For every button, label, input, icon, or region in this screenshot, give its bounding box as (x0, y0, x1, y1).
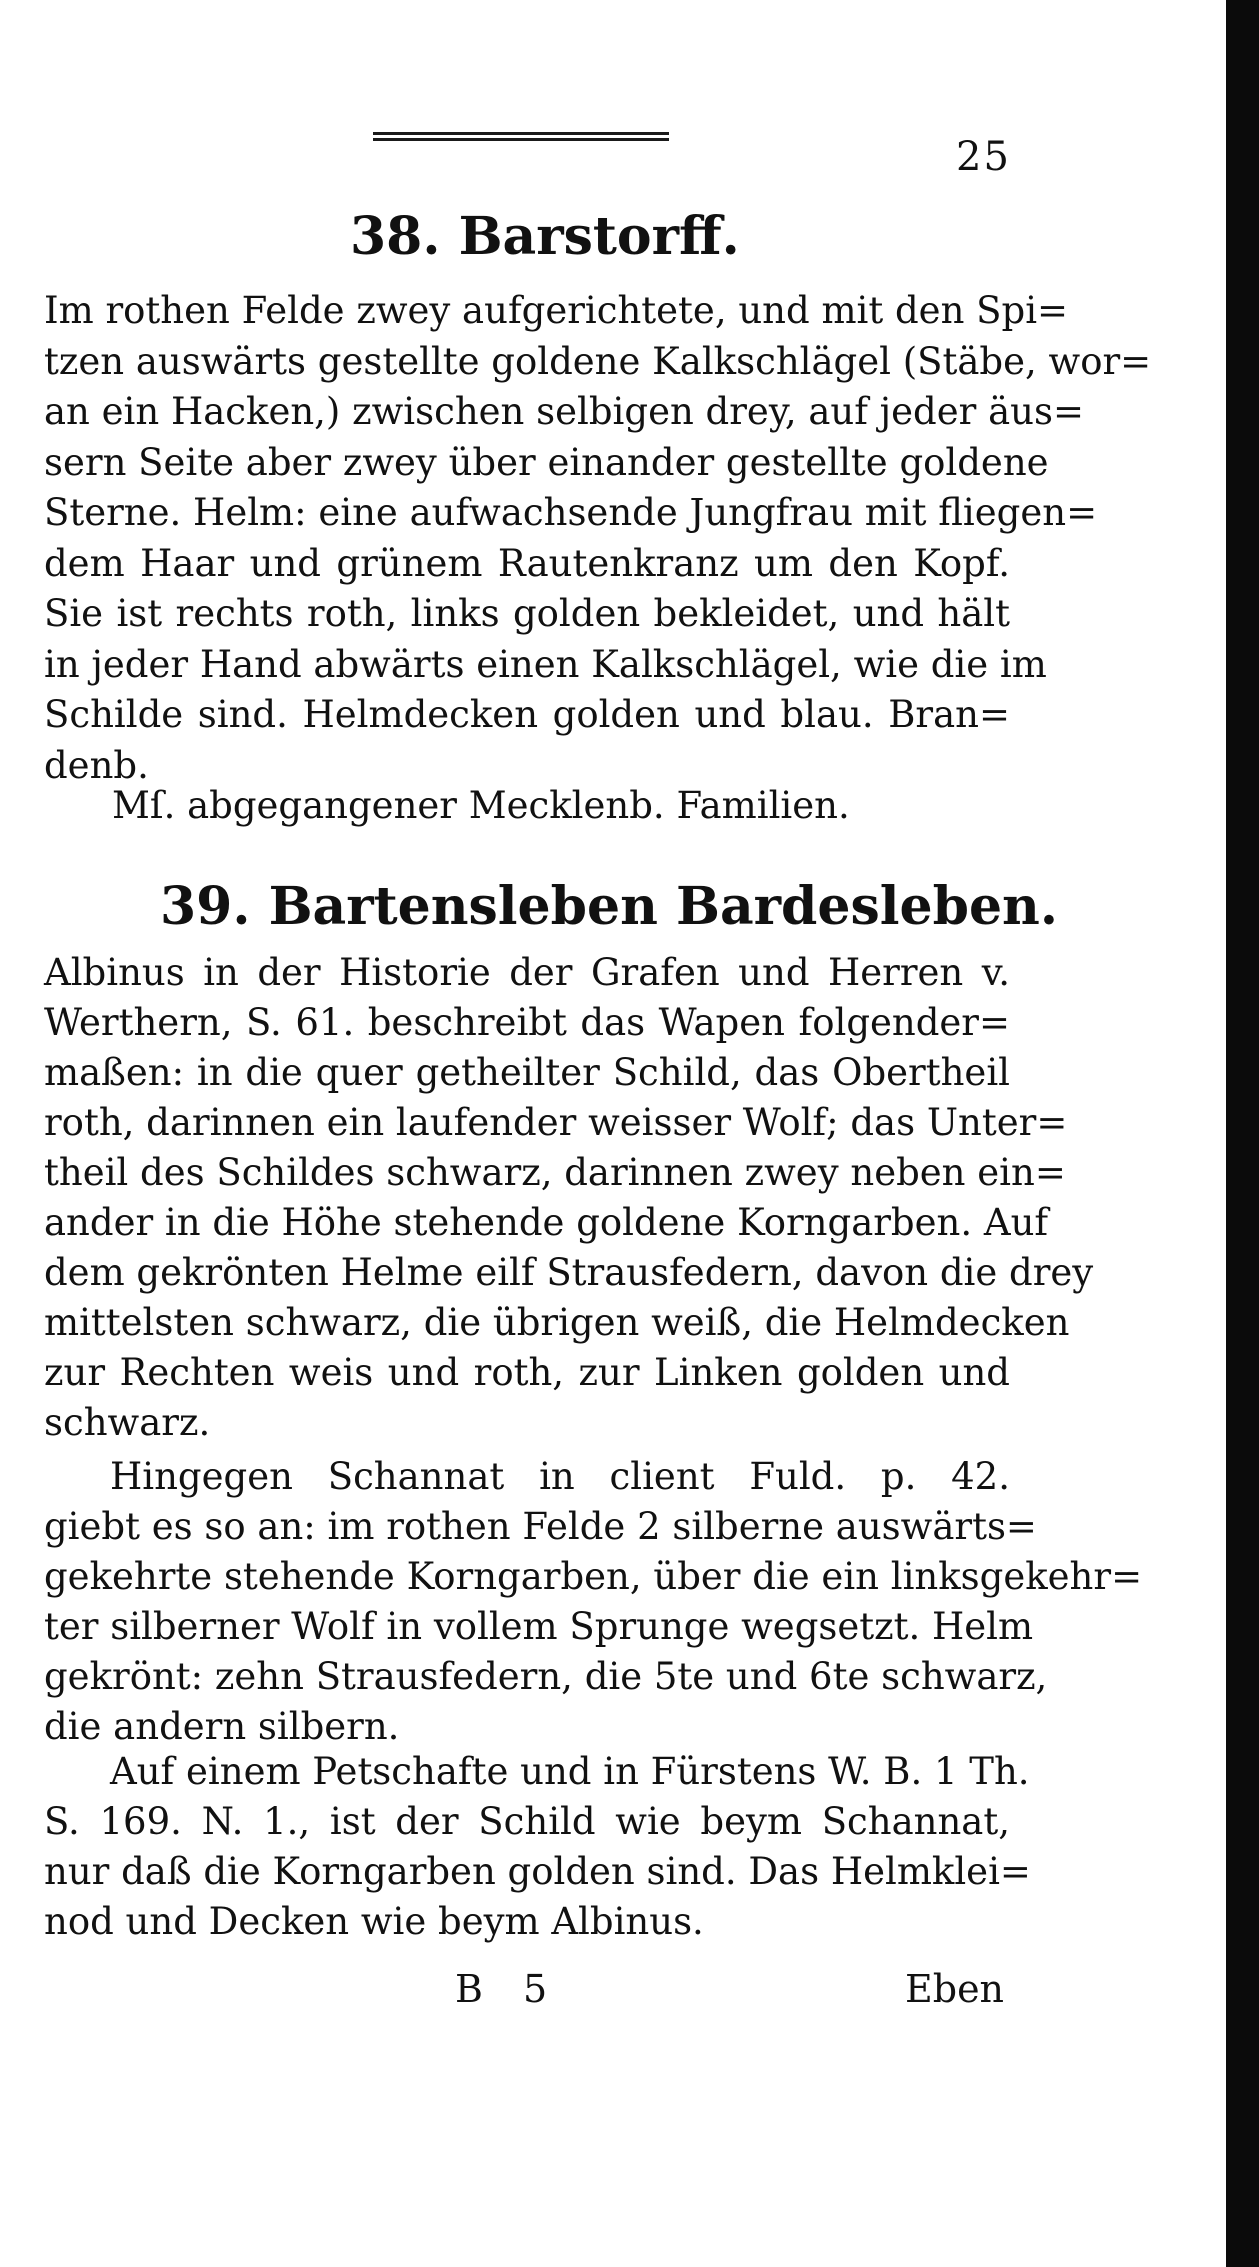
text-line: Im rothen Felde zwey aufgerichtete, und mit den Spi= (44, 289, 1069, 332)
signature-mark: B 5 (455, 1967, 562, 2011)
text-line: gekehrte stehende Korngarben, über die ein linksgekehr= (44, 1555, 1143, 1598)
text-line: theil des Schildes schwarz, darinnen zwey neben ein= (44, 1151, 1066, 1194)
text-line: dem gekrönten Helme eilf Strausfedern, davon die drey (44, 1251, 1094, 1294)
text-line: giebt es so an: im rothen Felde 2 silberne auswärts= (44, 1505, 1037, 1548)
entry-38-heading: 38. Barstorff. (350, 206, 740, 267)
text-line: Sie ist rechts roth, links golden bekleidet, und hält (44, 592, 1010, 635)
catchword: Eben (905, 1967, 1005, 2011)
text-line: maßen: in die quer getheilter Schild, das Obertheil (44, 1051, 1010, 1094)
text-line: tzen auswärts gestellte goldene Kalkschlägel (Stäbe, wor= (44, 339, 1152, 383)
text-line: nur daß die Korngarben golden sind. Das Helmklei= (44, 1850, 1031, 1893)
text-line: mittelsten schwarz, die übrigen weiß, die Helmdecken (44, 1301, 1070, 1344)
text-line: denb. (44, 743, 149, 787)
text-line: ter silberner Wolf in vollem Sprunge wegsetzt. Helm (44, 1605, 1034, 1648)
text-line: roth, darinnen ein laufender weisser Wolf; das Unter= (44, 1101, 1068, 1144)
text-line: an ein Hacken,) zwischen selbigen drey, auf jeder äus= (44, 390, 1084, 433)
text-line: zur Rechten weis und roth, zur Linken golden und (44, 1351, 1010, 1394)
text-line: schwarz. (44, 1401, 211, 1444)
header-rule (373, 132, 669, 146)
text-line: dem Haar und grünem Rautenkranz um den Kopf. (44, 541, 1010, 585)
text-line: nod und Decken wie beym Albinus. (44, 1900, 704, 1943)
text-line: Werthern, S. 61. beschreibt das Wapen folgender= (44, 1001, 1010, 1044)
text-line: Sterne. Helm: eine aufwachsende Jungfrau mit fliegen= (44, 491, 1098, 534)
entry-39-heading: 39. Bartensleben Bardesleben. (160, 876, 1058, 937)
text-line: S. 169. N. 1., ist der Schild wie beym Schannat, (44, 1800, 1010, 1843)
text-line: sern Seite aber zwey über einander gestellte goldene (44, 440, 1049, 484)
page-number: 25 (956, 134, 1011, 180)
entry-38-source: Mſ. abgegangener Mecklenb. Familien. (112, 784, 850, 827)
text-line: Auf einem Petschafte und in Fürstens W. B. 1 Th. (110, 1750, 1030, 1793)
text-line: gekrönt: zehn Strausfedern, die 5te und 6te schwarz, (44, 1655, 1048, 1698)
text-line: Schilde sind. Helmdecken golden und blau. Bran= (44, 693, 1010, 736)
text-line: Albinus in der Historie der Grafen und Herren v. (44, 951, 1010, 994)
text-line: Hingegen Schannat in client Fuld. p. 42. (110, 1455, 1010, 1498)
scan-edge (1226, 0, 1259, 2267)
text-line: ander in die Höhe stehende goldene Korngarben. Auf (44, 1201, 1049, 1244)
text-line: in jeder Hand abwärts einen Kalkschlägel, wie die im (44, 642, 1047, 686)
text-line: die andern silbern. (44, 1705, 400, 1748)
